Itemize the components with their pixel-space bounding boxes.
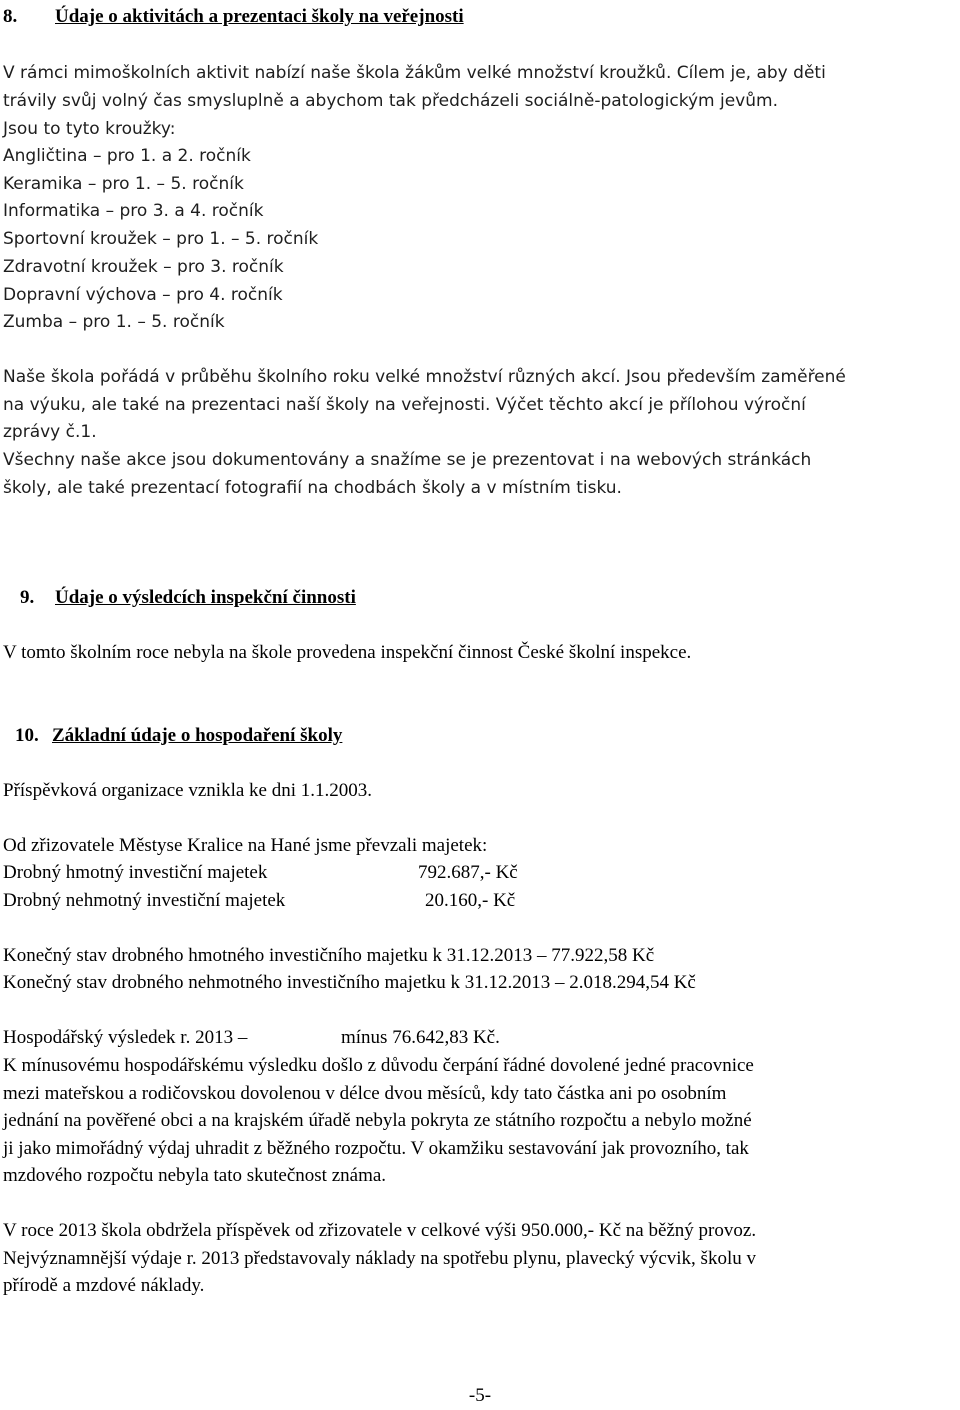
club-item: Informatika – pro 3. a 4. ročník xyxy=(3,201,264,221)
events-line: na výuku, ale také na prezentaci naší školy na veřejnosti. Výčet těchto akcí je přílohou výroční xyxy=(3,395,806,415)
section-9-title: Údaje o výsledcích inspekční činnosti xyxy=(55,587,356,608)
result-label: Hospodářský výsledek r. 2013 – xyxy=(3,1027,248,1048)
contribution-line: Nejvýznamnější výdaje r. 2013 představovaly náklady na spotřebu plynu, plavecký výcvik, školu v xyxy=(3,1248,756,1269)
club-item: Dopravní výchova – pro 4. ročník xyxy=(3,285,283,305)
club-item: Sportovní kroužek – pro 1. – 5. ročník xyxy=(3,229,319,249)
inspection-text: V tomto školním roce nebyla na škole provedena inspekční činnost České školní inspekce. xyxy=(3,642,692,663)
intro-line: Jsou to tyto kroužky: xyxy=(3,119,176,139)
club-item: Angličtina – pro 1. a 2. ročník xyxy=(3,146,251,166)
section-9-number: 9. xyxy=(20,587,35,608)
asset-amount: 792.687,- Kč xyxy=(418,862,518,883)
intro-line: V rámci mimoškolních aktivit nabízí naše škola žákům velké množství kroužků. Cílem je, aby děti xyxy=(3,63,826,83)
events-line: Naše škola pořádá v průběhu školního roku velké množství různých akcí. Jsou především zaměřené xyxy=(3,367,846,387)
section-8-title: Údaje o aktivitách a prezentaci školy na veřejnosti xyxy=(55,6,464,27)
explanation-line: ji jako mimořádný výdaj uhradit z běžného rozpočtu. V okamžiku sestavování jak provozního, tak xyxy=(3,1138,749,1159)
explanation-line: K mínusovému hospodářskému výsledku došlo z důvodu čerpání řádné dovolené jedné pracovnice xyxy=(3,1055,754,1076)
final-state-line: Konečný stav drobného nehmotného investičního majetku k 31.12.2013 – 2.018.294,54 Kč xyxy=(3,972,696,993)
club-item: Zumba – pro 1. – 5. ročník xyxy=(3,312,225,332)
explanation-line: mezi mateřskou a rodičovskou dovolenou v délce dvou měsíců, kdy tato částka ani po osobním xyxy=(3,1083,727,1104)
explanation-line: jednání na pověřené obci a na krajském úřadě nebyla pokryta ze státního rozpočtu a nebylo možné xyxy=(3,1110,752,1131)
asset-label: Drobný hmotný investiční majetek xyxy=(3,862,268,883)
club-item: Zdravotní kroužek – pro 3. ročník xyxy=(3,257,284,277)
events-line: školy, ale také prezentací fotografií na chodbách školy a v místním tisku. xyxy=(3,478,622,498)
section-8-number: 8. xyxy=(3,6,18,27)
contribution-line: přírodě a mzdové náklady. xyxy=(3,1275,205,1296)
asset-amount: 20.160,- Kč xyxy=(425,890,516,911)
explanation-line: mzdového rozpočtu nebyla tato skutečnost známa. xyxy=(3,1165,387,1186)
events-line: zprávy č.1. xyxy=(3,422,97,442)
established-text: Příspěvková organizace vznikla ke dni 1.1.2003. xyxy=(3,780,372,801)
asset-label: Drobný nehmotný investiční majetek xyxy=(3,890,286,911)
events-line: Všechny naše akce jsou dokumentovány a snažíme se je prezentovat i na webových stránkách xyxy=(3,450,812,470)
intro-line: trávily svůj volný čas smysluplně a abychom tak předcházeli sociálně-patologickým jevům. xyxy=(3,91,778,111)
result-value: mínus 76.642,83 Kč. xyxy=(341,1027,500,1048)
section-10-number: 10. xyxy=(15,725,39,746)
final-state-line: Konečný stav drobného hmotného investičního majetku k 31.12.2013 – 77.922,58 Kč xyxy=(3,945,655,966)
takeover-intro: Od zřizovatele Městyse Kralice na Hané jsme převzali majetek: xyxy=(3,835,488,856)
contribution-line: V roce 2013 škola obdržela příspěvek od zřizovatele v celkové výši 950.000,- Kč na běžný provoz. xyxy=(3,1220,757,1241)
section-10-title: Základní údaje o hospodaření školy xyxy=(52,725,343,746)
club-item: Keramika – pro 1. – 5. ročník xyxy=(3,174,244,194)
page-number: -5- xyxy=(468,1385,492,1406)
